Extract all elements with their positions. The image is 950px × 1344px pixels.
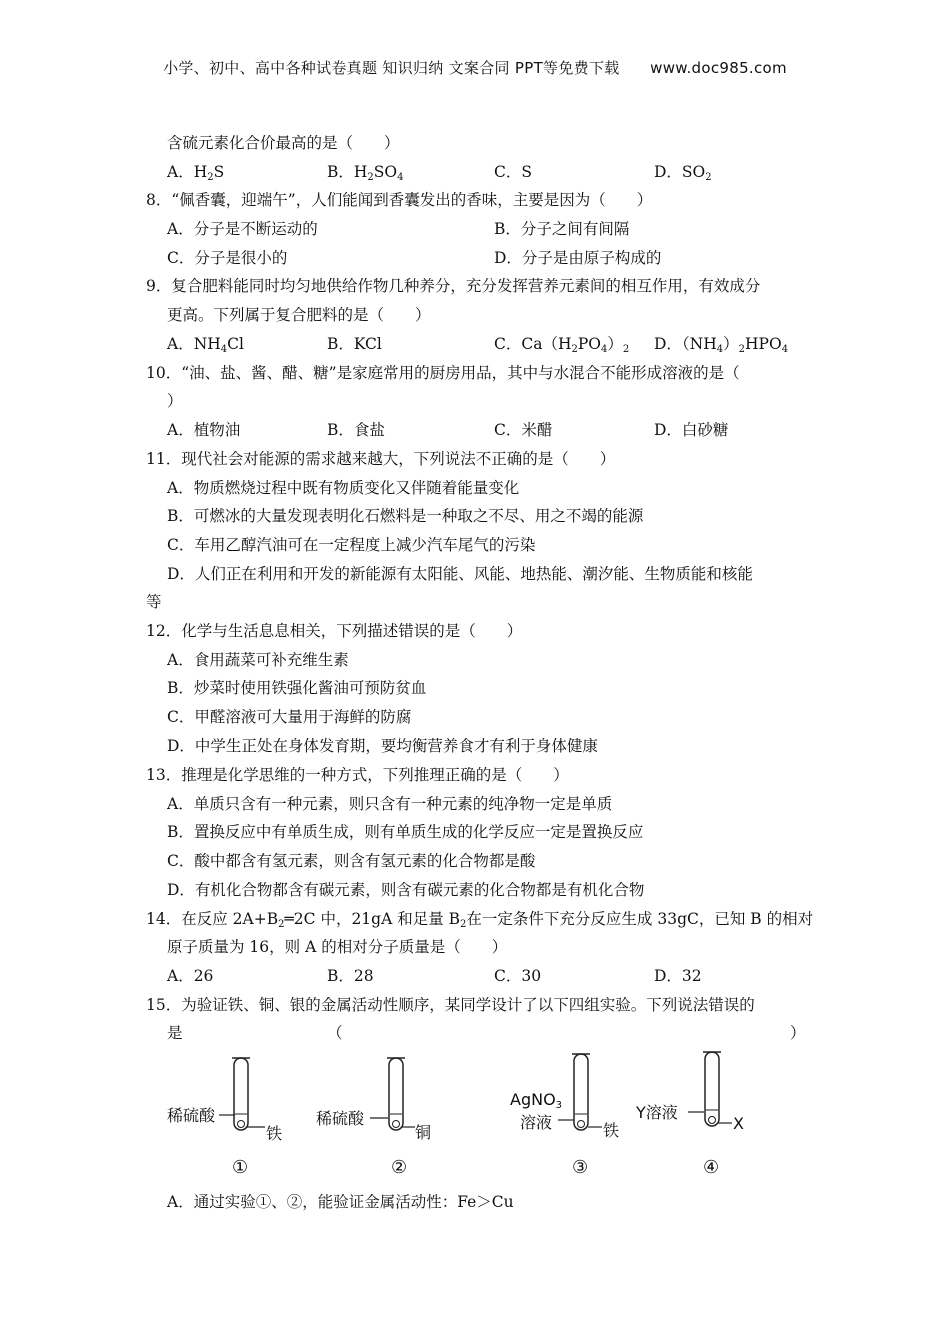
tube-2-metal-pointer xyxy=(401,1125,415,1129)
tube-1-liquid-pointer xyxy=(219,1113,235,1117)
tube-3-metal-label: 铁 xyxy=(603,1121,620,1140)
q10-option-a: A．植物油 xyxy=(167,421,241,439)
tube-3-metal-pointer xyxy=(588,1125,602,1129)
q7-option-a: A．$H_2S$ xyxy=(167,163,225,183)
q14-stem-line1: 14．在反应 $2A+B_2═2C$ 中，21gA 和足量 $B_2$在一定条件下充分反应生成 33gC，已知 B 的相对 xyxy=(146,910,814,930)
test-tube-1 xyxy=(232,1056,252,1136)
q10-stem-line1: 10．“油、盐、酱、醋、糖”是家庭常用的厨房用品，其中与水混合不能形成溶液的是（ xyxy=(146,364,740,382)
q12-option-c: C．甲醛溶液可大量用于海鲜的防腐 xyxy=(167,708,412,726)
q9-option-b: B．KCl xyxy=(327,335,382,353)
q11-option-b: B．可燃冰的大量发现表明化石燃料是一种取之不尽、用之不竭的能源 xyxy=(167,507,644,525)
q15-option-a: A．通过实验①、②，能验证金属活动性：Fe＞Cu xyxy=(167,1193,514,1211)
tube-1-liquid-label: 稀硫酸 xyxy=(167,1106,216,1125)
q7-option-d: D．$SO_2$ xyxy=(654,163,712,183)
q8-option-b: B．分子之间有间隔 xyxy=(494,220,630,238)
tube-3-liquid-label-2: 溶液 xyxy=(520,1113,553,1132)
tube-4-number: ④ xyxy=(703,1157,720,1178)
q14-stem-line2: 原子质量为 16，则 A 的相对分子质量是（ ） xyxy=(167,938,508,956)
tube-3-liquid-label: AgNO$_3$ xyxy=(510,1090,563,1111)
tube-2-number: ② xyxy=(391,1157,408,1178)
page-header: 小学、初中、高中各种试卷真题 知识归纳 文案合同 PPT等免费下载 www.doc985.com xyxy=(163,59,787,77)
q13-option-a: A．单质只含有一种元素，则只含有一种元素的纯净物一定是单质 xyxy=(167,795,613,813)
tube-4-liquid-label: Y溶液 xyxy=(636,1103,678,1122)
q14-option-a: A．26 xyxy=(167,967,214,985)
q11-option-d: D．人们正在利用和开发的新能源有太阳能、风能、地热能、潮汐能、生物质能和核能 xyxy=(167,565,753,583)
test-tube-4 xyxy=(703,1050,723,1132)
test-tube-3 xyxy=(572,1052,592,1136)
q13-stem: 13．推理是化学思维的一种方式，下列推理正确的是（ ） xyxy=(146,766,569,784)
q14-option-b: B．28 xyxy=(327,967,374,985)
q11-stem: 11．现代社会对能源的需求越来越大，下列说法不正确的是（ ） xyxy=(146,450,616,468)
q15-stem-line1: 15．为验证铁、铜、银的金属活动性顺序，某同学设计了以下四组实验。下列说法错误的 xyxy=(146,996,755,1014)
q10-option-c: C．米醋 xyxy=(494,421,553,439)
q15-stem-line2c: ） xyxy=(790,1024,806,1042)
q11-option-c: C．车用乙醇汽油可在一定程度上减少汽车尾气的污染 xyxy=(167,536,536,554)
tube-3-number: ③ xyxy=(572,1157,589,1178)
q13-option-c: C．酸中都含有氢元素，则含有氢元素的化合物都是酸 xyxy=(167,852,536,870)
q15-stem-line2a: 是 xyxy=(167,1024,183,1042)
q9-option-c: C．$Ca(H_2PO_4)_2$ xyxy=(494,335,630,355)
q9-stem-line1: 9．复合肥料能同时均匀地供给作物几种养分，充分发挥营养元素间的相互作用，有效成分 xyxy=(146,277,761,295)
q14-option-d: D．32 xyxy=(654,967,702,985)
q9-option-d: D．$(NH_4)_2HPO_4$ xyxy=(654,335,789,355)
q12-option-b: B．炒菜时使用铁强化酱油可预防贫血 xyxy=(167,679,427,697)
q7-stem: 含硫元素化合价最高的是（ ） xyxy=(167,134,400,152)
q14-option-c: C．30 xyxy=(494,967,542,985)
tube-1-metal-label: 铁 xyxy=(266,1124,283,1143)
q13-option-d: D．有机化合物都含有碳元素，则含有碳元素的化合物都是有机化合物 xyxy=(167,881,645,899)
q11-option-d-cont: 等 xyxy=(146,593,162,611)
tube-4-metal-label: X xyxy=(733,1114,744,1133)
q8-stem: 8．“佩香囊，迎端午”，人们能闻到香囊发出的香味，主要是因为（ ） xyxy=(146,191,653,209)
q8-option-c: C．分子是很小的 xyxy=(167,249,288,267)
q12-stem: 12．化学与生活息息相关，下列描述错误的是（ ） xyxy=(146,622,523,640)
test-tube-2 xyxy=(387,1056,407,1136)
tube-2-liquid-label: 稀硫酸 xyxy=(316,1109,365,1128)
q8-option-a: A．分子是不断运动的 xyxy=(167,220,318,238)
tube-2-liquid-pointer xyxy=(370,1116,388,1120)
q9-option-a: A．$NH_4Cl$ xyxy=(167,335,244,355)
tube-2-metal-label: 铜 xyxy=(415,1123,432,1142)
q8-option-d: D．分子是由原子构成的 xyxy=(494,249,662,267)
q10-option-d: D．白砂糖 xyxy=(654,421,729,439)
q9-stem-line2: 更高。下列属于复合肥料的是（ ） xyxy=(167,306,431,324)
tube-1-number: ① xyxy=(232,1157,249,1178)
tube-4-metal-pointer xyxy=(718,1121,732,1125)
q10-stem-line2: ） xyxy=(167,392,183,410)
q10-option-b: B．食盐 xyxy=(327,421,385,439)
q7-option-c: C．S xyxy=(494,163,532,181)
q13-option-b: B．置换反应中有单质生成，则有单质生成的化学反应一定是置换反应 xyxy=(167,823,644,841)
q11-option-a: A．物质燃烧过程中既有物质变化又伴随着能量变化 xyxy=(167,479,520,497)
q15-stem-line2b: （ xyxy=(327,1024,343,1042)
tube-1-metal-pointer xyxy=(247,1125,265,1129)
tube-4-liquid-pointer xyxy=(688,1110,704,1114)
tube-3-liquid-pointer xyxy=(558,1118,574,1122)
q7-option-b: B．$H_2SO_4$ xyxy=(327,163,404,183)
q12-option-d: D．中学生正处在身体发育期，要均衡营养食才有利于身体健康 xyxy=(167,737,598,755)
q12-option-a: A．食用蔬菜可补充维生素 xyxy=(167,651,349,669)
